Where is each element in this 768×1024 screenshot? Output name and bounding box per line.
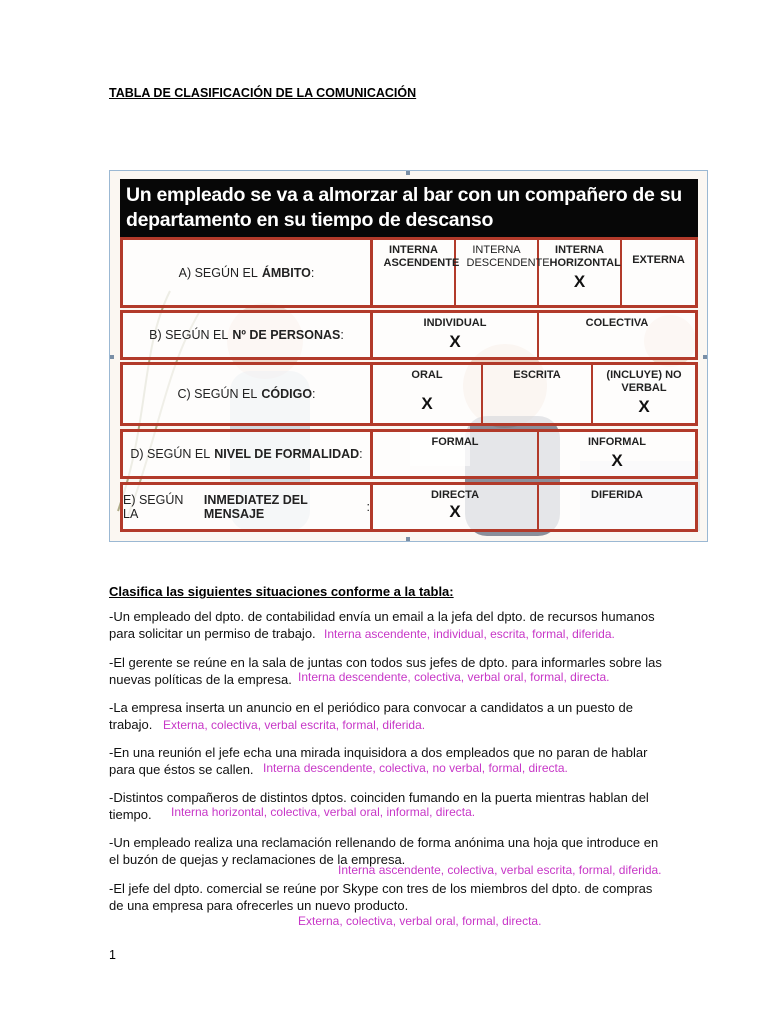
page-number: 1 <box>109 948 116 962</box>
option-cell: DIFERIDA <box>591 489 643 501</box>
row-formalidad <box>120 429 698 479</box>
exercise-subtitle: Clasifica las siguientes situaciones conforme a la tabla: <box>109 584 454 599</box>
resize-handle[interactable] <box>406 537 410 541</box>
situation-answer: Interna ascendente, colectiva, verbal escrita, formal, diferida. <box>338 863 662 877</box>
document-title: TABLA DE CLASIFICACIÓN DE LA COMUNICACIÓN <box>109 86 417 100</box>
situation-text: -Un empleado del dpto. de contabilidad envía un email a la jefa del dpto. de recursos humanos para solicitar un permiso de trabajo. <box>109 609 655 641</box>
check-mark: X <box>611 451 623 470</box>
resize-handle[interactable] <box>703 355 707 359</box>
classification-table-image <box>109 170 708 542</box>
row-inmediatez <box>120 482 698 532</box>
option-cell: ORAL X <box>373 365 483 423</box>
situation-answer: Interna ascendente, individual, escrita, formal, diferida. <box>324 627 615 641</box>
option-cell: INTERNA ASCENDENTE <box>373 240 456 305</box>
option-cell: COLECTIVA <box>585 317 649 329</box>
row-label: B) SEGÚN EL Nº DE PERSONAS : <box>123 313 373 357</box>
option-cell: FORMAL <box>373 432 539 476</box>
resize-handle[interactable] <box>406 171 410 175</box>
option-cell: (INCLUYE) NO VERBAL X <box>593 365 695 423</box>
table-header: Un empleado se va a almorzar al bar con un compañero de su departamento en su tiempo de descanso <box>120 179 698 237</box>
situation-text: -Un empleado realiza una reclamación rellenando de forma anónima una hoja que introduce en el buzón de quejas y reclamaciones de la empresa. <box>109 835 659 867</box>
option-cell: ESCRITA <box>483 365 593 423</box>
row-label: E) SEGÚN LA INMEDIATEZ DEL MENSAJE : <box>123 485 373 529</box>
row-label: A) SEGÚN EL ÁMBITO : <box>123 240 373 305</box>
check-mark: X <box>421 394 433 413</box>
row-label: D) SEGÚN EL NIVEL DE FORMALIDAD : <box>123 432 373 476</box>
option-cell: INTERNA HORIZONTAL X <box>539 240 622 305</box>
row-personas <box>120 310 698 360</box>
check-mark: X <box>638 397 650 416</box>
check-mark: X <box>449 332 461 351</box>
check-mark: X <box>449 502 461 521</box>
option-cell: INFORMAL X <box>539 432 695 476</box>
situation-answer: Interna horizontal, colectiva, verbal oral, informal, directa. <box>171 805 476 819</box>
situation-answer: Interna descendente, colectiva, no verbal, formal, directa. <box>263 761 568 775</box>
option-cell: DIRECTA X <box>373 485 539 529</box>
option-cell: INDIVIDUAL X <box>373 313 539 357</box>
check-mark: X <box>573 272 586 291</box>
situation-text: -El gerente se reúne en la sala de juntas con todos sus jefes de dpto. para informarles sobre las nuevas políticas de la empresa. <box>109 655 662 687</box>
situation-answer: Externa, colectiva, verbal oral, formal, directa. <box>298 914 542 928</box>
situation-answer: Interna descendente, colectiva, verbal oral, formal, directa. <box>298 670 610 684</box>
situation-text: -Distintos compañeros de distintos dptos. coinciden fumando en la puerta mientras hablan del tiempo. <box>109 790 649 822</box>
resize-handle[interactable] <box>110 355 114 359</box>
situation-text: -El jefe del dpto. comercial se reúne por Skype con tres de los miembros del dpto. de compras de una empresa para ofrecerles un nuevo producto. <box>109 881 653 913</box>
situation-answer: Externa, colectiva, verbal escrita, formal, diferida. <box>163 718 426 732</box>
row-codigo <box>120 362 698 426</box>
row-ambito <box>120 237 698 308</box>
situation-text: -La empresa inserta un anuncio en el periódico para convocar a candidatos a un puesto de trabajo. <box>109 700 633 732</box>
row-label: C) SEGÚN EL CÓDIGO : <box>123 365 373 423</box>
option-cell: EXTERNA <box>632 254 685 266</box>
option-cell: INTERNA DESCENDENTE <box>456 240 539 305</box>
situation-text: -En una reunión el jefe echa una mirada inquisidora a dos empleados que no paran de hablar para que éstos se callen. <box>109 745 648 777</box>
